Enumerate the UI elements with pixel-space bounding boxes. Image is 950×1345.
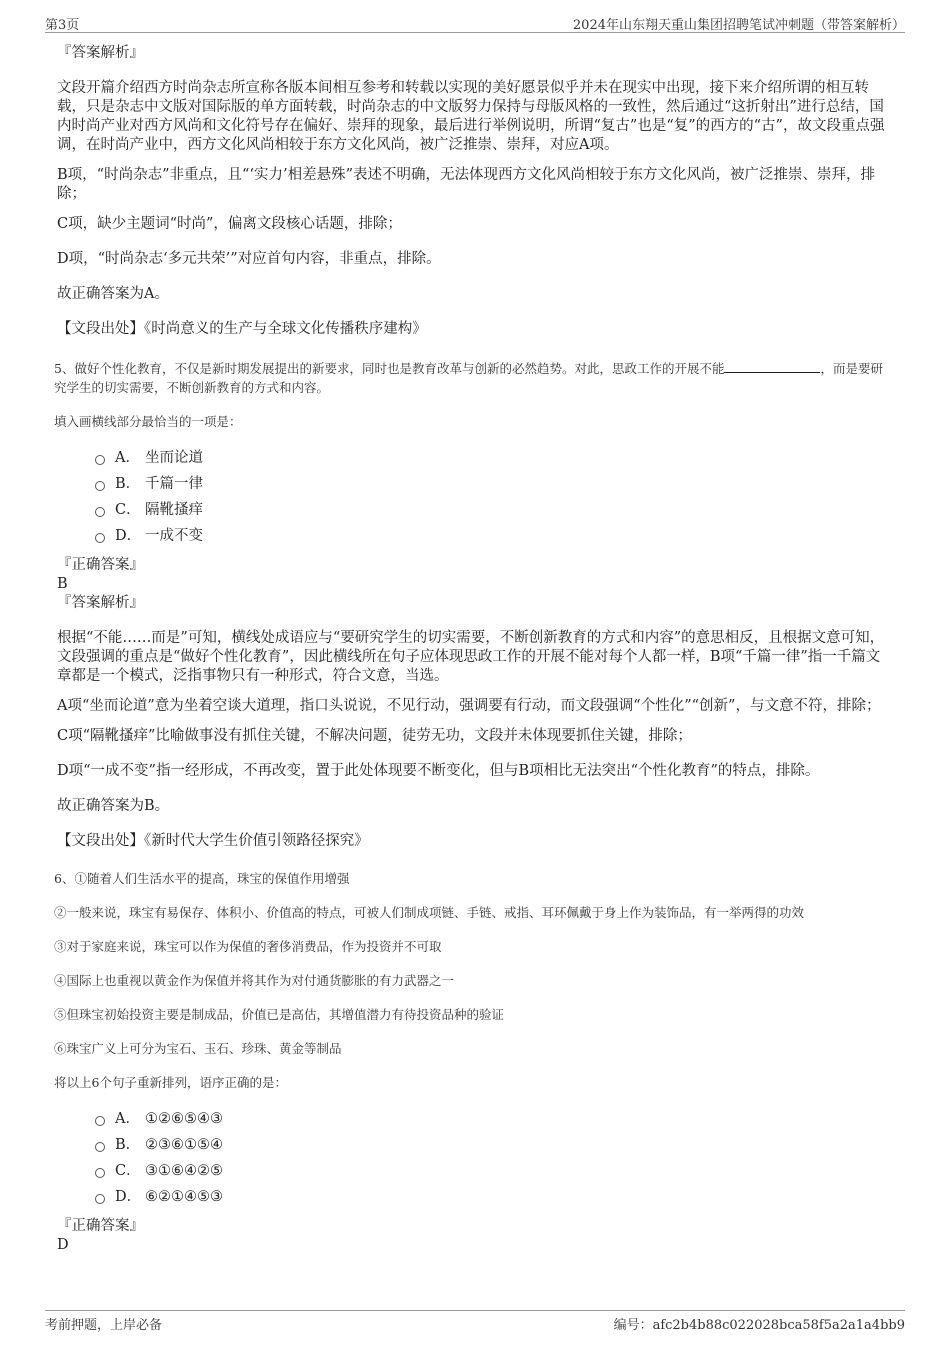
correct-answer-label: 『正确答案』 [57,557,144,573]
question-sentence: ④国际上也重视以黄金作为保值并将其作为对付通货膨胀的有力武器之一 [54,973,455,988]
question-sentence: ⑥珠宝广义上可分为宝石、玉石、珍珠、黄金等制品 [54,1041,342,1056]
radio-button[interactable] [95,507,105,517]
analysis-label: 『答案解析』 [57,45,144,61]
option-a[interactable]: A． ①②⑥⑤④③ [95,1106,887,1132]
analysis-paragraph: C项“隔靴搔痒”比喻做事没有抓住关键，不解决问题，徒劳无功，文段并未体现要抓住关键，排除； [57,728,692,744]
analysis-paragraph: 文段开篇介绍西方时尚杂志所宣称各版本间相互参考和转载以实现的美好愿景似乎并未在现实中出现，接下来介绍所谓的相互转载，只是杂志中文版对国际版的单方面转载，时尚杂志的中文版努力保持与母版风格的一致性，然后通过“这折射出”进行总结，国内时尚产业对西方风尚和文化符号存在偏好、崇拜的现象，最后进行举例说明，所谓“复古”也是“复”的西方的“古”，故文段重点强调，在时尚产业中，西方文化风尚相较于东方文化风尚，被广泛推崇、崇拜，对应A项。 [57,80,885,153]
option-a[interactable]: A． 坐而论道 [95,445,887,471]
analysis-paragraph: A项“坐而论道”意为坐着空谈大道理，指口头说说，不见行动，强调要有行动，而文段强调“个性化”“创新”，与文意不符，排除； [57,698,881,714]
source-citation: 【文段出处】《时尚意义的生产与全球文化传播秩序建构》 [57,321,427,337]
correct-answer-label: 『正确答案』 [57,1218,144,1234]
option-c[interactable]: C． 隔靴搔痒 [95,497,887,523]
document-body [54,44,887,1255]
analysis-label: 『答案解析』 [57,595,144,611]
analysis-paragraph: 故正确答案为A。 [57,286,169,302]
option-list [95,1106,887,1210]
correct-answer: B [57,576,68,592]
analysis-paragraph: C项，缺少主题词“时尚”，偏离文段核心话题，排除； [57,216,402,232]
document-title: 2024年山东翔天重山集团招聘笔试冲刺题（带答案解析） [572,18,905,33]
header-divider [45,32,905,33]
question-prompt: 填入画横线部分最恰当的一项是： [54,414,242,429]
radio-button[interactable] [95,1168,105,1178]
option-d[interactable]: D． 一成不变 [95,523,887,549]
radio-button[interactable] [95,1142,105,1152]
analysis-paragraph: 故正确答案为B。 [57,798,170,814]
radio-button[interactable] [95,533,105,543]
question-prompt: 将以上6个句子重新排列，语序正确的是： [54,1075,287,1090]
question-sentence: ②一般来说，珠宝有易保存、体积小、价值高的特点，可被人们制成项链、手链、戒指、耳环佩戴于身上作为装饰品，有一举两得的功效 [54,905,805,920]
document-code: 编号：afc2b4b88c022028bca58f5a2a1a4bb9 [613,1318,905,1333]
question-sentence: 6、①随着人们生活水平的提高，珠宝的保值作用增强 [54,871,350,886]
footer-slogan: 考前押题，上岸必备 [45,1318,163,1333]
answer-blank [724,360,820,373]
question-sentence: ⑤但珠宝初始投资主要是制成品，价值已是高估，其增值潜力有待投资品种的验证 [54,1007,505,1022]
analysis-paragraph: B项，“时尚杂志”非重点，且“‘实力’相差悬殊”表述不明确，无法体现西方文化风尚相较于东方文化风尚，被广泛推崇、崇拜，排除； [57,167,876,202]
page-header [45,14,905,32]
correct-answer: D [57,1237,69,1253]
radio-button[interactable] [95,1194,105,1204]
analysis-paragraph: D项“一成不变”指一经形成，不再改变，置于此处体现要不断变化，但与B项相比无法突出“个性化教育”的特点，排除。 [57,763,820,779]
option-c[interactable]: C． ③①⑥④②⑤ [95,1158,887,1184]
option-list [95,445,887,549]
analysis-paragraph: D项，“时尚杂志‘多元共荣’”对应首句内容，非重点，排除。 [57,251,441,267]
option-d[interactable]: D． ⑥②①④⑤③ [95,1184,887,1210]
analysis-paragraph: 根据“不能……而是”可知，横线处成语应与“要研究学生的切实需要，不断创新教育的方式和内容”的意思相反，且根据文意可知，文段强调的重点是“做好个性化教育”，因此横线所在句子应体现思政工作的开展不能对每个人都一样，B项“千篇一律”指一千篇文章都是一个模式，泛指事物只有一种形式，符合文意，当选。 [57,630,885,684]
footer-divider [45,1310,905,1311]
radio-button[interactable] [95,481,105,491]
radio-button[interactable] [95,1116,105,1126]
source-citation: 【文段出处】《新时代大学生价值引领路径探究》 [57,833,369,849]
radio-button[interactable] [95,455,105,465]
page-number: 第3页 [45,18,80,33]
question-sentence: ③对于家庭来说，珠宝可以作为保值的奢侈消费品，作为投资并不可取 [54,939,442,954]
option-b[interactable]: B． 千篇一律 [95,471,887,497]
question-stem: 5、做好个性化教育，不仅是新时期发展提出的新要求，同时也是教育改革与创新的必然趋势。对此，思政工作的开展不能 ，而是要研究学生的切实需要，不断创新教育的方式和内容。 [54,361,883,395]
option-b[interactable]: B． ②③⑥①⑤④ [95,1132,887,1158]
